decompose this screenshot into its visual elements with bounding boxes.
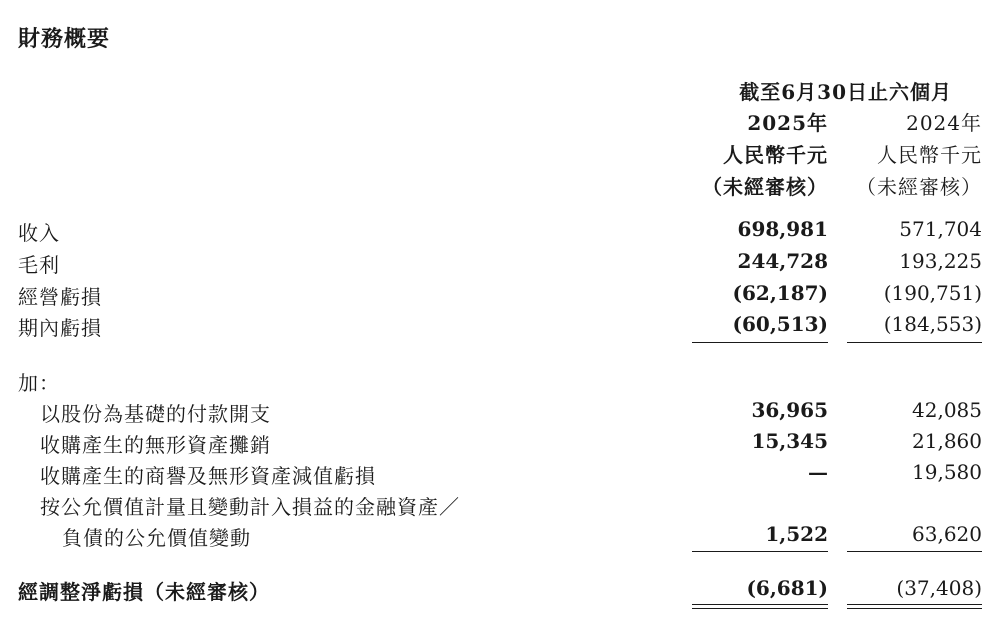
row-label-fair-value-line2: 負債的公允價值變動 xyxy=(62,526,251,550)
unit-current-header: 人民幣千元 xyxy=(723,143,828,167)
row-label-operating-loss: 經營虧損 xyxy=(18,285,102,309)
gross-profit-prior: 193,225 xyxy=(899,249,982,273)
audit-prior-header: （未經審核） xyxy=(856,175,982,199)
period-header: 截至6月30日止六個月 xyxy=(739,80,952,104)
operating-loss-current: (62,187) xyxy=(732,281,828,305)
year-prior-header: 2024年 xyxy=(906,111,982,135)
revenue-current: 698,981 xyxy=(737,217,828,241)
amortization-prior: 21,860 xyxy=(912,429,982,453)
total-label: 經調整淨虧損（未經審核） xyxy=(18,580,270,604)
amortization-current: 15,345 xyxy=(751,429,828,453)
add-label: 加： xyxy=(18,371,60,395)
fair-value-prior: 63,620 xyxy=(912,522,982,546)
impairment-prior: 19,580 xyxy=(912,460,982,484)
total-prior: (37,408) xyxy=(896,576,982,600)
operating-loss-prior: (190,751) xyxy=(883,281,982,305)
subtotal-rule-current xyxy=(692,342,828,343)
add-rule-current xyxy=(692,551,828,552)
share-based-payment-current: 36,965 xyxy=(751,398,828,422)
impairment-current: — xyxy=(808,460,828,484)
gross-profit-current: 244,728 xyxy=(737,249,828,273)
row-label-revenue: 收入 xyxy=(18,221,60,245)
fair-value-current: 1,522 xyxy=(765,522,828,546)
total-current: (6,681) xyxy=(746,576,828,600)
row-label-share-based-payment: 以股份為基礎的付款開支 xyxy=(40,402,271,426)
subtotal-rule-prior xyxy=(847,342,982,343)
row-label-amortization: 收購產生的無形資產攤銷 xyxy=(40,433,271,457)
page-title: 財務概要 xyxy=(18,27,111,52)
row-label-gross-profit: 毛利 xyxy=(18,253,60,277)
year-current-header: 2025年 xyxy=(747,111,828,135)
total-double-rule-prior xyxy=(847,604,982,609)
period-loss-prior: (184,553) xyxy=(883,312,982,336)
share-based-payment-prior: 42,085 xyxy=(912,398,982,422)
add-rule-prior xyxy=(847,551,982,552)
period-loss-current: (60,513) xyxy=(732,312,828,336)
audit-current-header: （未經審核） xyxy=(702,175,828,199)
row-label-period-loss: 期內虧損 xyxy=(18,316,102,340)
unit-prior-header: 人民幣千元 xyxy=(877,143,982,167)
total-double-rule-current xyxy=(692,604,828,609)
row-label-impairment: 收購產生的商譽及無形資產減值虧損 xyxy=(40,464,376,488)
revenue-prior: 571,704 xyxy=(899,217,982,241)
row-label-fair-value-line1: 按公允價值計量且變動計入損益的金融資產／ xyxy=(40,495,460,519)
